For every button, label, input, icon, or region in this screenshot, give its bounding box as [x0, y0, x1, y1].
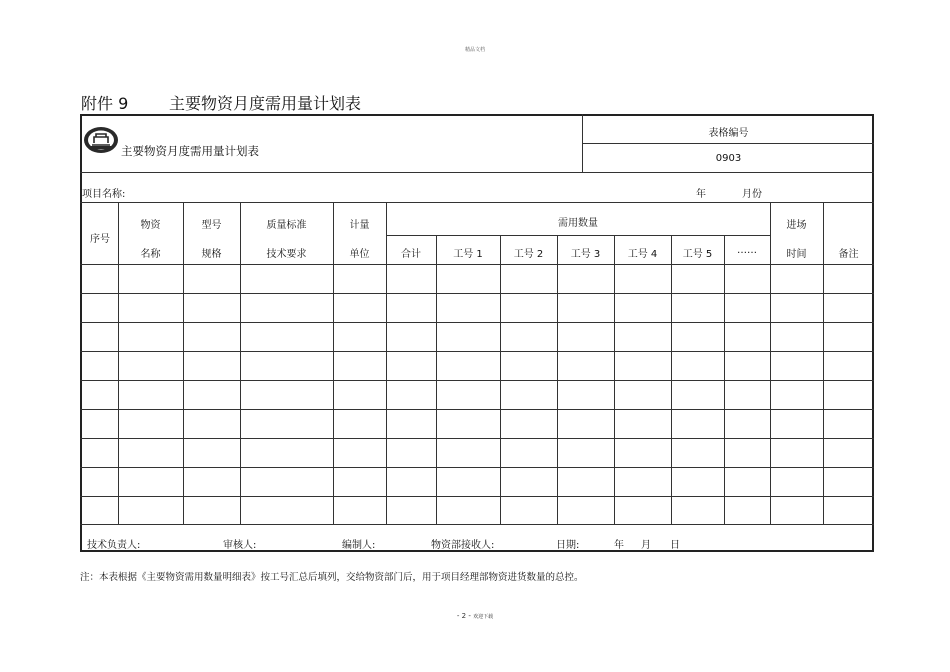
table-subcolumn-line — [500, 235, 501, 524]
col-header-work3: 工号 3 — [570, 249, 601, 260]
col-header-demand-group: 需用数量 — [558, 218, 598, 229]
month-label: 月份 — [742, 189, 762, 200]
signoff-year: 年 — [614, 540, 624, 551]
table-row-line — [80, 264, 874, 265]
col-header-work4: 工号 4 — [627, 249, 658, 260]
col-header-name-bottom: 名称 — [140, 249, 161, 260]
col-header-total: 合计 — [401, 249, 421, 260]
table-row-line — [80, 438, 874, 439]
signoff-tech: 技术负责人: — [87, 540, 141, 551]
table-row-line — [80, 496, 874, 497]
table-subcolumn-line — [724, 235, 725, 524]
table-row-line — [80, 351, 874, 352]
demand-subheader-line — [386, 235, 770, 236]
table-subcolumn-line — [671, 235, 672, 524]
col-header-model-top: 型号 — [201, 220, 222, 231]
project-name-label: 项目名称: — [82, 189, 126, 200]
table-title: 主要物资月度需用量计划表 — [121, 144, 259, 158]
col-header-quality-bottom: 技术要求 — [266, 249, 307, 260]
col-header-work1: 工号 1 — [453, 249, 483, 260]
signoff-reviewer: 审核人: — [223, 540, 257, 551]
signoff-month: 月 — [641, 540, 651, 551]
col-header-remark: 备注 — [838, 249, 859, 260]
page-title: 附件 9 主要物资月度需用量计划表 — [81, 94, 361, 113]
col-header-entry-bottom: 时间 — [786, 249, 807, 260]
table-row-line — [80, 467, 874, 468]
company-logo-icon — [82, 125, 120, 155]
table-row-line — [80, 524, 874, 525]
table-row-line — [80, 322, 874, 323]
page-number — [0, 612, 950, 620]
form-number-divider — [582, 143, 874, 144]
form-number-label: 表格编号 — [708, 128, 749, 139]
signoff-day: 日 — [670, 540, 680, 551]
footnote: 注：本表根据《主要物资需用数量明细表》按工号汇总后填列，交给物资部门后，用于项目经理部物资进货数量的总控。 — [80, 572, 584, 583]
table-row-line — [80, 409, 874, 410]
table-subcolumn-line — [436, 235, 437, 524]
title-block-bottom-line — [80, 172, 874, 173]
col-header-work2: 工号 2 — [513, 249, 544, 260]
table-subcolumn-line — [614, 235, 615, 524]
table-subcolumn-line — [557, 235, 558, 524]
table-row-line — [80, 293, 874, 294]
year-label: 年 — [696, 189, 706, 200]
col-header-ellipsis: …… — [737, 245, 757, 256]
form-table — [80, 114, 874, 552]
page-number-suffix: 欢迎下载 — [473, 614, 494, 620]
col-header-seq: 序号 — [90, 234, 110, 245]
signoff-date: 日期: — [556, 540, 580, 551]
project-row-bottom-line — [80, 202, 874, 203]
col-header-work5: 工号 5 — [682, 249, 713, 260]
table-row-line — [80, 380, 874, 381]
signoff-receiver: 物资部接收人: — [431, 540, 495, 551]
signoff-preparer: 编制人: — [342, 540, 376, 551]
header-note: 精品文档 — [464, 47, 485, 53]
form-number-value: 0903 — [715, 153, 742, 164]
col-header-model-bottom: 规格 — [201, 249, 222, 260]
col-header-quality-top: 质量标准 — [266, 220, 307, 231]
col-header-unit-bottom: 单位 — [349, 249, 370, 260]
col-header-entry-top: 进场 — [786, 220, 807, 231]
col-header-unit-top: 计量 — [349, 220, 370, 231]
col-header-name-top: 物资 — [140, 220, 161, 231]
page-number-value: - 2 - — [456, 612, 471, 620]
